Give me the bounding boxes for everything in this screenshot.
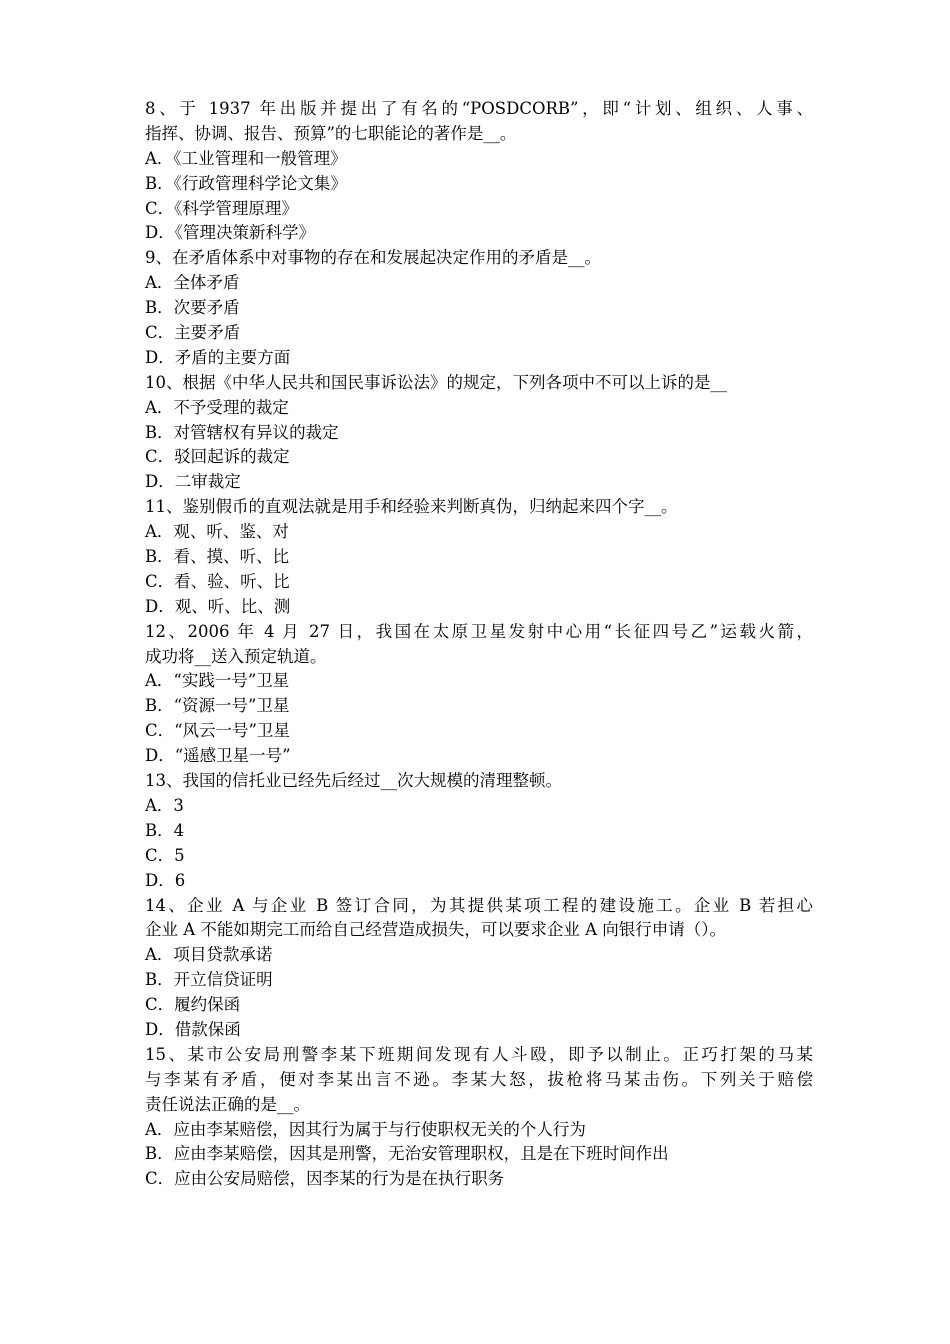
text-line: A．《工业管理和一般管理》	[145, 148, 347, 168]
text-line: B．看、摸、听、比	[145, 547, 290, 567]
document-page	[145, 97, 813, 1192]
text-line: B．“资源一号”卫星	[145, 696, 290, 716]
text-line: A．应由李某赔偿，因其行为属于与行使职权无关的个人行为	[145, 1119, 586, 1139]
text-line: D．二审裁定	[145, 472, 241, 492]
text-line: 12、2006 年 4 月 27 日，我国在太原卫星发射中心用“长征四号乙”运载火箭，	[145, 621, 813, 641]
text-line: 13、我国的信托业已经先后经过__次大规模的清理整顿。	[145, 771, 562, 791]
text-line: 与李某有矛盾，便对李某出言不逊。李某大怒，拔枪将马某击伤。下列关于赔偿	[145, 1069, 813, 1089]
text-line: B．开立信贷证明	[145, 970, 273, 990]
text-line: C．《科学管理原理》	[145, 198, 298, 218]
text-line: D．6	[145, 870, 186, 890]
text-line: C．5	[145, 845, 185, 865]
text-line: C．“风云一号”卫星	[145, 721, 290, 741]
text-line: 8、于 1937 年出版并提出了有名的“POSDCORB”，即“计划、组织、人事、	[145, 99, 813, 118]
text-line: D．矛盾的主要方面	[145, 347, 291, 367]
text-line: 10、根据《中华人民共和国民事诉讼法》的规定，下列各项中不可以上诉的是__	[145, 372, 727, 392]
text-line: B．对管辖权有异议的裁定	[145, 422, 339, 442]
text-line: D．观、听、比、测	[145, 596, 291, 616]
text-line: 责任说法正确的是__。	[145, 1094, 310, 1114]
text-line: 11、鉴别假币的直观法就是用手和经验来判断真伪，归纳起来四个字__。	[145, 497, 678, 517]
text-line: C．应由公安局赔偿，因李某的行为是在执行职务	[145, 1169, 505, 1189]
text-line: A．“实践一号”卫星	[145, 671, 290, 691]
text-line: D．借款保函	[145, 1019, 241, 1039]
text-line: B．《行政管理科学论文集》	[145, 173, 347, 193]
text-line: 成功将__送入预定轨道。	[145, 646, 327, 666]
text-line: A．3	[145, 795, 184, 815]
text-line: 14、企业 A 与企业 B 签订合同，为其提供某项工程的建设施工。企业 B 若担心	[145, 895, 813, 915]
text-line: D．“遥感卫星一号”	[145, 746, 291, 766]
text-line: 企业 A 不能如期完工而给自己经营造成损失，可以要求企业 A 向银行申请（）。	[145, 920, 727, 940]
text-line: 指挥、协调、报告、预算”的七职能论的著作是__。	[145, 123, 517, 143]
text-line: 15、某市公安局刑警李某下班期间发现有人斗殴，即予以制止。正巧打架的马某	[145, 1044, 813, 1064]
text-line: A．项目贷款承诺	[145, 945, 273, 965]
text-line: B．次要矛盾	[145, 298, 240, 318]
text-line: 9、在矛盾体系中对事物的存在和发展起决定作用的矛盾是__。	[145, 248, 601, 268]
text-line: C．驳回起诉的裁定	[145, 447, 290, 467]
text-line: B．应由李某赔偿，因其是刑警，无治安管理职权，且是在下班时间作出	[145, 1144, 669, 1164]
text-line: C．主要矛盾	[145, 323, 241, 343]
text-line: C．履约保函	[145, 995, 241, 1015]
text-line: B．4	[145, 820, 185, 840]
text-line: A．全体矛盾	[145, 273, 240, 293]
text-line: A．不予受理的裁定	[145, 397, 289, 417]
text-line: C．看、验、听、比	[145, 571, 290, 591]
text-line: D．《管理决策新科学》	[145, 223, 315, 243]
text-line: A．观、听、鉴、对	[145, 522, 289, 542]
